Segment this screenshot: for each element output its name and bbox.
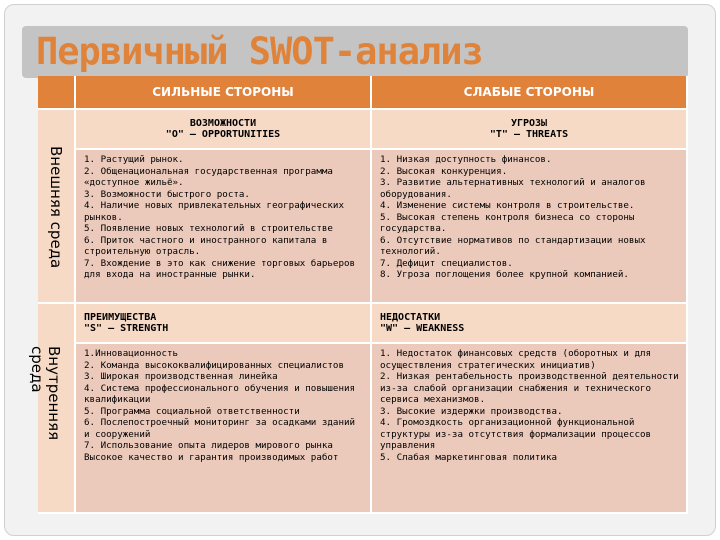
list-item: 7. Вхождение в это как снижение торговых барьеров для входа на иностранные рынки. bbox=[84, 257, 356, 280]
list-item: 4. Система профессионального обучения и повышения квалификации bbox=[84, 382, 356, 405]
list-item: 1. Недостаток финансовых средств (оборотных и для осуществления стратегических инициатив) bbox=[380, 348, 652, 371]
slide-title: Первичный SWOT-анализ bbox=[36, 30, 483, 73]
list-item: 6. Приток частного и иностранного капитала в строительную отрасль. bbox=[84, 234, 328, 257]
opportunities-list bbox=[76, 150, 372, 304]
list-item: 1. Низкая доступность финансов. bbox=[380, 154, 552, 165]
list-item: 2. Команда высококвалифицированных специалистов bbox=[84, 359, 344, 371]
strengths-list bbox=[76, 344, 372, 514]
threats-title bbox=[372, 110, 688, 150]
list-item: 6. Послепостроечный мониторинг за осадками зданий и сооружений bbox=[84, 417, 356, 440]
list-item: 3. Развитие альтернативных технологий и аналогов оборудования. bbox=[380, 177, 646, 200]
list-item: 1.Инновационность bbox=[84, 348, 179, 359]
list-item: 5. Появление новых технологий в строительстве bbox=[84, 223, 333, 234]
strengths-title bbox=[76, 304, 372, 344]
list-item: 5. Слабая маркетинговая политика bbox=[380, 451, 558, 463]
internal-environment-label-line1: Внутренняя bbox=[45, 346, 63, 441]
list-item: 7. Использование опыта лидеров мирового рынка Высокое качество и гарантия производимых работ bbox=[84, 440, 339, 463]
header-corner bbox=[38, 76, 76, 110]
opportunities-title-en: "O" — OPPORTUNITIES bbox=[165, 129, 281, 140]
list-item: 4. Наличие новых привлекательных географических рынков. bbox=[84, 200, 344, 223]
threats-list bbox=[372, 150, 688, 304]
list-item: 2. Высокая конкуренция. bbox=[380, 165, 508, 177]
opportunities-title bbox=[76, 110, 372, 150]
opportunities-title-ru: ВОЗМОЖНОСТИ bbox=[189, 118, 257, 129]
strengths-title-ru: ПРЕИМУЩЕСТВА bbox=[84, 312, 157, 323]
weaknesses-title-ru: НЕДОСТАТКИ bbox=[380, 312, 441, 323]
opportunities-threats-title-row bbox=[38, 110, 688, 150]
list-item: 4. Громоздкость организационной функциональной структуры из-за отсутствия формализации процессов управления bbox=[380, 417, 652, 451]
weaknesses-title bbox=[372, 304, 688, 344]
list-item: 3. Возможности быстрого роста. bbox=[84, 188, 250, 200]
strengths-title-en: "S" — STRENGTH bbox=[84, 323, 169, 334]
threats-title-en: "T" — THREATS bbox=[489, 129, 569, 140]
opportunities-threats-body-row bbox=[38, 150, 688, 304]
list-item: 1. Растущий рынок. bbox=[84, 154, 184, 165]
list-item: 5. Высокая степень контроля бизнеса со стороны государства. bbox=[380, 211, 635, 234]
list-item: 8. Угроза поглощения более крупной компанией. bbox=[380, 269, 629, 280]
list-item: 2. Низкая рентабельность производственной деятельности из-за слабой организации снабжения и технического сервиса механизмов. bbox=[380, 371, 679, 405]
weaknesses-list bbox=[372, 344, 688, 514]
list-item: 7. Дефицит специалистов. bbox=[380, 257, 513, 269]
external-environment-label: Внешняя среда bbox=[47, 146, 65, 269]
internal-environment-label bbox=[28, 346, 62, 440]
strengths-weaknesses-title-row bbox=[38, 304, 688, 344]
list-item: 3. Высокие издержки производства. bbox=[380, 405, 563, 417]
swot-table bbox=[38, 76, 688, 514]
list-item: 4. Изменение системы контроля в строительстве. bbox=[380, 200, 635, 211]
list-item: 6. Отсутствие нормативов по стандартизации новых технологий. bbox=[380, 234, 646, 257]
internal-environment-label-line2: среда bbox=[28, 346, 46, 393]
header-weaknesses: СЛАБЫЕ СТОРОНЫ bbox=[372, 76, 688, 110]
list-item: 5. Программа социальной ответственности bbox=[84, 405, 300, 417]
weaknesses-title-en: "W" — WEAKNESS bbox=[380, 323, 465, 334]
header-strengths: СИЛЬНЫЕ СТОРОНЫ bbox=[76, 76, 372, 110]
list-item: 3. Широкая производственная линейка bbox=[84, 371, 278, 382]
strengths-weaknesses-body-row bbox=[38, 344, 688, 514]
threats-title-ru: УГРОЗЫ bbox=[510, 118, 548, 129]
header-row bbox=[38, 76, 688, 110]
list-item: 2. Общенациональная государственная программа «доступное жильё». bbox=[84, 165, 333, 188]
